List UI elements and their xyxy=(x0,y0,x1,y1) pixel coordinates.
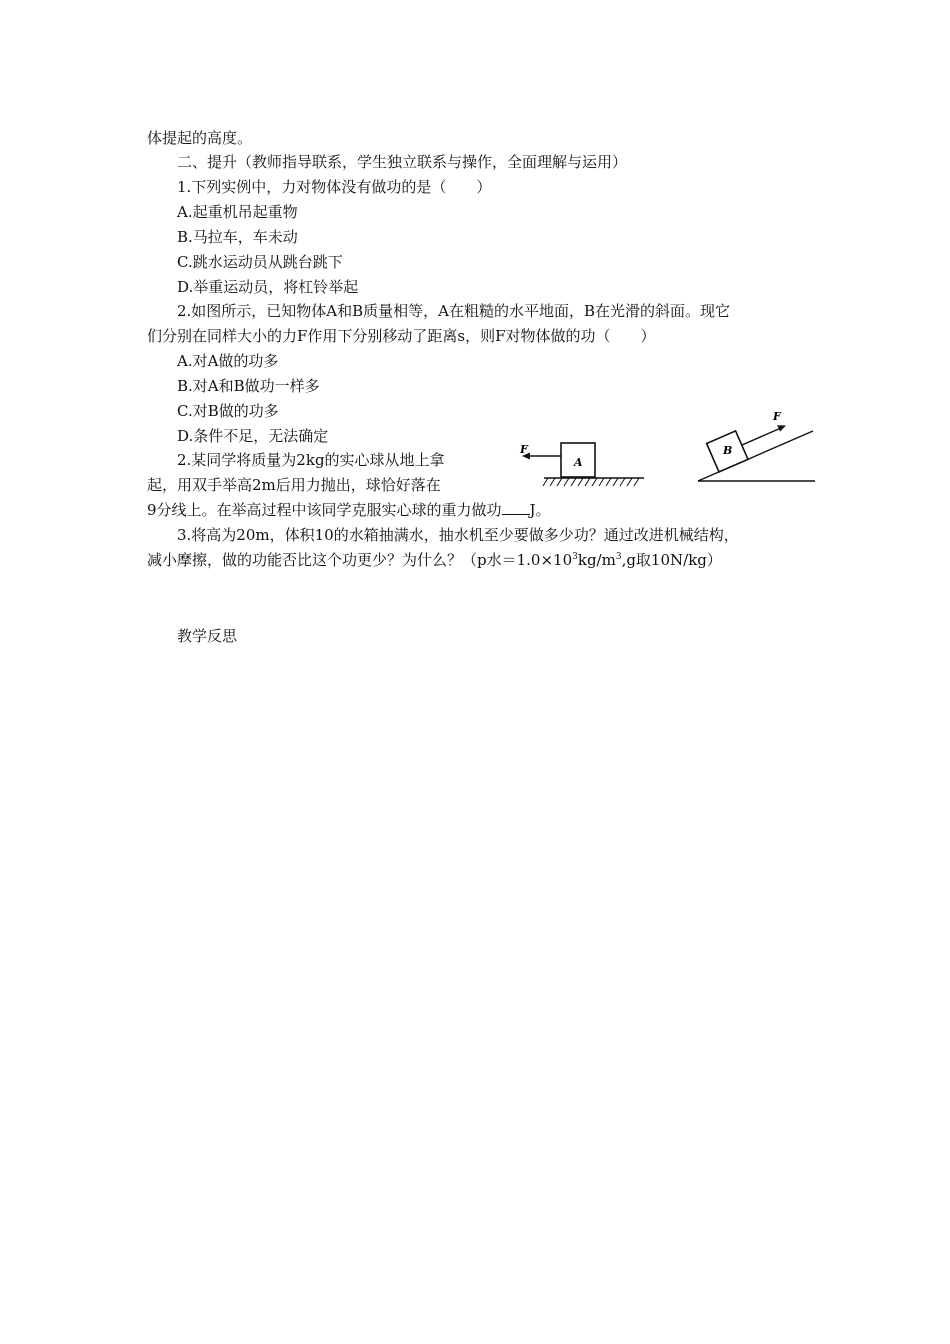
force-label-b: F xyxy=(773,410,781,423)
question-4-text-c: ,g取10N/kg） xyxy=(621,551,722,569)
teaching-reflection-heading: 教学反思 xyxy=(177,627,238,645)
question-2-option-c: C.对B做的功多 xyxy=(177,402,279,420)
question-2-option-b: B.对A和B做功一样多 xyxy=(177,377,320,395)
ground-hatching xyxy=(543,478,639,486)
text-line-continuation: 体提起的高度。 xyxy=(147,129,253,147)
force-arrow-b xyxy=(742,428,782,446)
question-1-option-a: A.起重机吊起重物 xyxy=(177,203,298,221)
block-b-label: B xyxy=(723,444,733,457)
question-1-option-b: B.马拉车，车未动 xyxy=(177,228,298,246)
question-3-line-2: 起，用双手举高2m后用力抛出，球恰好落在 xyxy=(147,476,441,494)
exponent: 3 xyxy=(615,552,622,562)
figure-block-b-incline xyxy=(690,403,820,488)
question-3-text: 9分线上。在举高过程中该同学克服实心球的重力做功 xyxy=(147,501,502,519)
block-a-label: A xyxy=(574,456,583,469)
question-3-line-1: 2.某同学将质量为2kg的实心球从地上拿 xyxy=(177,451,445,469)
question-3-line-3 xyxy=(147,500,551,520)
section-heading-improve: 二、提升（教师指导联系，学生独立联系与操作，全面理解与运用） xyxy=(177,153,628,171)
question-1-option-c: C.跳水运动员从跳台跳下 xyxy=(177,253,343,271)
question-2-option-a: A.对A做的功多 xyxy=(177,352,279,370)
exponent: 3 xyxy=(572,552,578,562)
question-2-stem-line-1: 2.如图所示，已知物体A和B质量相等，A在粗糙的水平地面，B在光滑的斜面。现它 xyxy=(177,302,731,320)
force-label-a: F xyxy=(520,443,528,456)
question-2-option-d: D.条件不足，无法确定 xyxy=(177,427,329,445)
answer-blank[interactable] xyxy=(502,500,530,515)
question-3-unit: J。 xyxy=(529,501,551,519)
question-4-text-b: kg/m xyxy=(577,551,616,569)
question-1-option-d: D.举重运动员，将杠铃举起 xyxy=(177,278,359,296)
question-4-line-2 xyxy=(147,550,722,570)
question-2-stem-line-2: 们分别在同样大小的力F作用下分别移动了距离s，则F对物体做的功（ ） xyxy=(147,327,656,345)
question-4-line-1: 3.将高为20m，体积10的水箱抽满水，抽水机至少要做多少功？通过改进机械结构， xyxy=(177,526,739,544)
question-4-text-a: 减小摩擦，做的功能否比这个功更少？为什么？（p水＝1.0×10 xyxy=(147,551,573,569)
figure-block-a-horizontal xyxy=(510,436,645,496)
question-1-stem: 1.下列实例中，力对物体没有做功的是（ ） xyxy=(177,178,492,196)
